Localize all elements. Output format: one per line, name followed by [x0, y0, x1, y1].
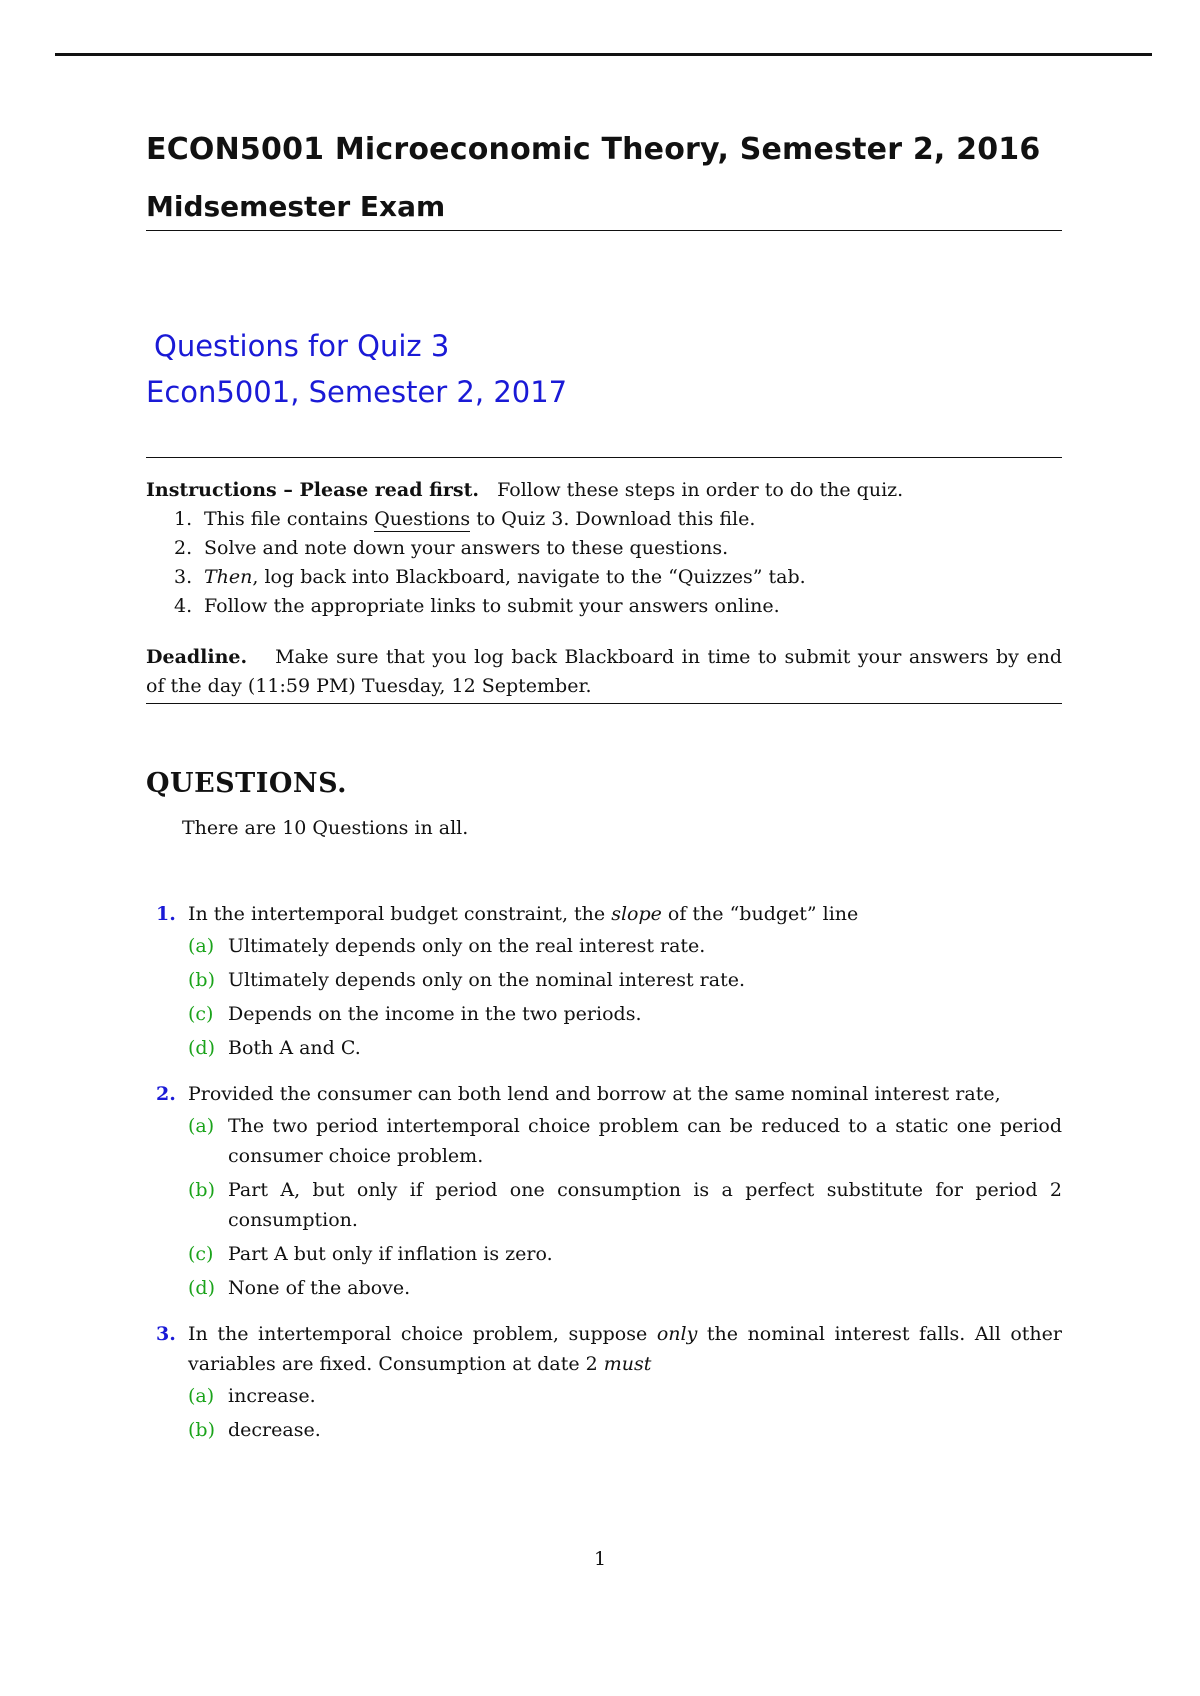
top-rule — [55, 53, 1152, 56]
answer-options — [146, 1381, 1062, 1445]
stem-text: In the intertemporal budget constraint, the — [188, 903, 612, 925]
answer-option — [146, 999, 1062, 1029]
question-number: 2. — [156, 1083, 176, 1105]
option-text: increase. — [228, 1385, 316, 1407]
instructions-heading: Instructions – Please read first. — [146, 479, 480, 501]
answer-option — [146, 1033, 1062, 1063]
questions-heading: QUESTIONS. — [146, 768, 348, 799]
option-letter: (c) — [188, 1243, 214, 1265]
option-letter: (a) — [188, 935, 215, 957]
question-number: 1. — [156, 903, 176, 925]
option-letter: (b) — [188, 1179, 215, 1201]
option-letter: (b) — [188, 1419, 215, 1441]
answer-options — [146, 1111, 1062, 1303]
option-text: The two period intertemporal choice problem can be reduced to a static one period consumer choice problem. — [228, 1115, 1062, 1167]
stem-emphasis: must — [603, 1353, 652, 1375]
option-letter: (c) — [188, 1003, 214, 1025]
answer-option — [146, 1175, 1062, 1235]
question-item — [146, 1079, 1062, 1303]
instruction-step: 3. Then, log back into Blackboard, navigate to the “Quizzes” tab. — [146, 563, 1062, 592]
page-number: 1 — [593, 1548, 607, 1570]
course-title: ECON5001 Microeconomic Theory, Semester 2, 2016 — [146, 132, 1041, 167]
step-text-pre: This file contains — [204, 508, 375, 530]
step-text-post: to Quiz 3. Download this file. — [470, 508, 756, 530]
option-text: Ultimately depends only on the nominal interest rate. — [228, 969, 745, 991]
answer-option — [146, 931, 1062, 961]
instructions-header — [146, 476, 1062, 505]
stem-emphasis: slope — [611, 903, 662, 925]
option-letter: (d) — [188, 1277, 215, 1299]
quiz-subtitle: Econ5001, Semester 2, 2017 — [146, 375, 568, 409]
option-letter: (b) — [188, 969, 215, 991]
question-item — [146, 1319, 1062, 1445]
answer-option — [146, 1273, 1062, 1303]
instruction-step: 4. Follow the appropriate links to submit your answers online. — [146, 592, 1062, 621]
answer-option — [146, 1111, 1062, 1171]
instruction-step: 2. Solve and note down your answers to these questions. — [146, 534, 1062, 563]
option-text: Both A and C. — [228, 1037, 361, 1059]
questions-intro: There are 10 Questions in all. — [182, 817, 469, 839]
document-page — [146, 132, 1062, 1449]
step-text-post: , log back into Blackboard, navigate to the “Quizzes” tab. — [252, 566, 806, 588]
step-emphasis: Then — [204, 566, 253, 588]
exam-title: Midsemester Exam — [146, 190, 1062, 231]
option-text: Part A but only if inflation is zero. — [228, 1243, 553, 1265]
question-stem — [146, 1319, 1062, 1379]
option-text: Part A, but only if period one consumption is a perfect substitute for period 2 consumption. — [228, 1179, 1062, 1231]
quiz-title: Questions for Quiz 3 — [154, 329, 450, 363]
option-letter: (a) — [188, 1385, 215, 1407]
answer-option — [146, 1415, 1062, 1445]
question-number: 3. — [156, 1323, 176, 1345]
stem-text: the nominal interest falls. All other variables are fixed. Consumption at date 2 — [188, 1323, 1063, 1375]
instructions-steps — [146, 505, 1062, 621]
option-text: None of the above. — [228, 1277, 411, 1299]
instructions-box — [146, 457, 1062, 704]
stem-emphasis: only — [656, 1323, 698, 1345]
option-text: Ultimately depends only on the real interest rate. — [228, 935, 706, 957]
option-letter: (a) — [188, 1115, 215, 1137]
instruction-step: 1. This file contains Questions to Quiz 3. Download this file. — [146, 505, 1062, 534]
step-text: Solve and note down your answers to these questions. — [204, 537, 729, 559]
step-text — [174, 563, 806, 592]
question-stem — [146, 1079, 1062, 1109]
step-text — [174, 505, 755, 534]
stem-text: Provided the consumer can both lend and borrow at the same nominal interest rate, — [188, 1083, 1001, 1105]
quiz-title-block — [146, 323, 1062, 415]
answer-option — [146, 1239, 1062, 1269]
option-text: Depends on the income in the two periods. — [228, 1003, 642, 1025]
option-letter: (d) — [188, 1037, 215, 1059]
deadline-text: Make sure that you log back Blackboard in time to submit your answers by end of the day (11:59 PM) Tuesday, 12 September. — [146, 646, 1062, 697]
deadline-label: Deadline. — [146, 646, 248, 668]
answer-options — [146, 931, 1062, 1063]
stem-text: In the intertemporal choice problem, suppose — [188, 1323, 657, 1345]
step-text: Follow the appropriate links to submit your answers online. — [204, 595, 780, 617]
answer-option — [146, 1381, 1062, 1411]
deadline-note — [146, 643, 1062, 701]
answer-option — [146, 965, 1062, 995]
question-stem — [146, 899, 1062, 929]
instructions-intro: Follow these steps in order to do the quiz. — [497, 479, 904, 501]
question-item — [146, 899, 1062, 1063]
option-text: decrease. — [228, 1419, 321, 1441]
stem-text: of the “budget” line — [661, 903, 859, 925]
questions-link[interactable]: Questions — [374, 508, 471, 530]
